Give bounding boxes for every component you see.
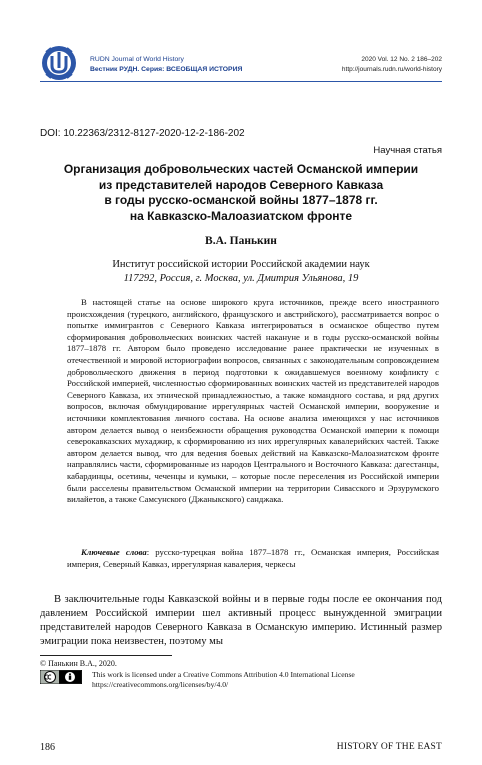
copyright: © Панькин В.А., 2020. — [40, 659, 117, 668]
doi[interactable]: DOI: 10.22363/2312-8127-2020-12-2-186-202 — [40, 128, 245, 139]
title-line: из представителей народов Северного Кавказа — [98, 177, 384, 192]
page-number: 186 — [40, 742, 55, 753]
journal-url[interactable]: http://journals.rudn.ru/world-history — [341, 66, 442, 73]
license-line[interactable]: This work is licensed under a Creative Commons Attribution 4.0 International License — [92, 670, 355, 679]
license-url[interactable]: https://creativecommons.org/licenses/by/4.0/ — [92, 680, 229, 689]
keywords-label: Ключевые слова — [81, 547, 147, 557]
cc-by-license-icon[interactable] — [40, 670, 82, 684]
running-journal-title: HISTORY OF THE EAST — [336, 742, 442, 752]
abstract: В настоящей статье на основе широкого круга источников, прежде всего иностранного происхождения (турецкого, английского, французского и австрийского), рассматривается вопрос о попытке иммигрантов с Северного Кавказа интегрироваться в османское общество путем сформирования добровольческих воинских частей накануне и в годы русско-османской войны 1877–1878 гг. Автором было проведено исследование ранее практически не изученных в отечественной и мировой историографии вопросов, связанных с законодательным сопровождением добровольческого движения в период подготовки к ожидавшемуся военному конфликту с Российской империей, численностью сформированных воинских частей из представителей народов Северного Кавказа, их этнической принадлежностью, а также командного состава, и ряд других вопросов, включая обмундирование иррегулярных частей Османской империи, вооружение и источники комплектования личного состава. На основе анализа имеющихся у нас источников автором делается вывод о неизбежности обращения руководства Османской империи к помощи северокавказских мухаджир, к сформированию из них иррегулярных кавалерийских частей. Также автором делается вывод, что для ведения боевых действий на Кавказско-Малоазиатском фронте направлялись части, сформированные из народов Центрального и Восточного Кавказа: дагестанцы, кабардинцы, осетины, чеченцы и кумыки, – которые после переселения из Российской империи были расселены правительством Османской империи на территории Сивасского и Эрзурумского вилайетов, а также Самсунского (Джаныкского) санджака. — [67, 297, 439, 505]
license-text — [92, 670, 355, 690]
journal-name-ru: Вестник РУДН. Серия: ВСЕОБЩАЯ ИСТОРИЯ — [90, 66, 243, 73]
title-line: Организация добровольческих частей Османской империи — [63, 162, 419, 176]
rudn-logo-icon — [40, 44, 78, 82]
journal-name-en: RUDN Journal of World History — [90, 56, 184, 63]
footnote-divider — [40, 655, 172, 656]
institution: Институт российской истории Российской академии наук — [112, 259, 370, 270]
issue-number: 2020 Vol. 12 No. 2 186–202 — [361, 56, 442, 63]
address: 117292, Россия, г. Москва, ул. Дмитрия Ульянова, 19 — [123, 273, 359, 284]
author-name: В.А. Панькин — [205, 235, 277, 247]
article-type: Научная статья — [373, 145, 442, 156]
body-paragraph: В заключительные годы Кавказской войны и в первые годы после ее окончания под давлением Российской империи шел активный процесс вынужденной эмиграции представителей народов Северного Кавказа в Османскую империю. Истинный размер эмиграции пока неизвестен, поэтому мы — [40, 594, 442, 647]
article-title — [40, 162, 442, 224]
title-line: на Кавказско-Малоазиатском фронте — [129, 208, 353, 223]
keywords-text: : русско-турецкая война 1877–1878 гг., Османская империя, Российская империя, Северный Кавказ, иррегулярная кавалерия, черкесы — [67, 547, 439, 569]
journal-header — [90, 55, 270, 75]
affiliation — [40, 258, 442, 286]
header-divider — [40, 81, 442, 82]
issue-info — [302, 55, 442, 75]
keywords — [67, 547, 439, 570]
title-line: в годы русско-османской войны 1877–1878 гг. — [104, 193, 378, 207]
